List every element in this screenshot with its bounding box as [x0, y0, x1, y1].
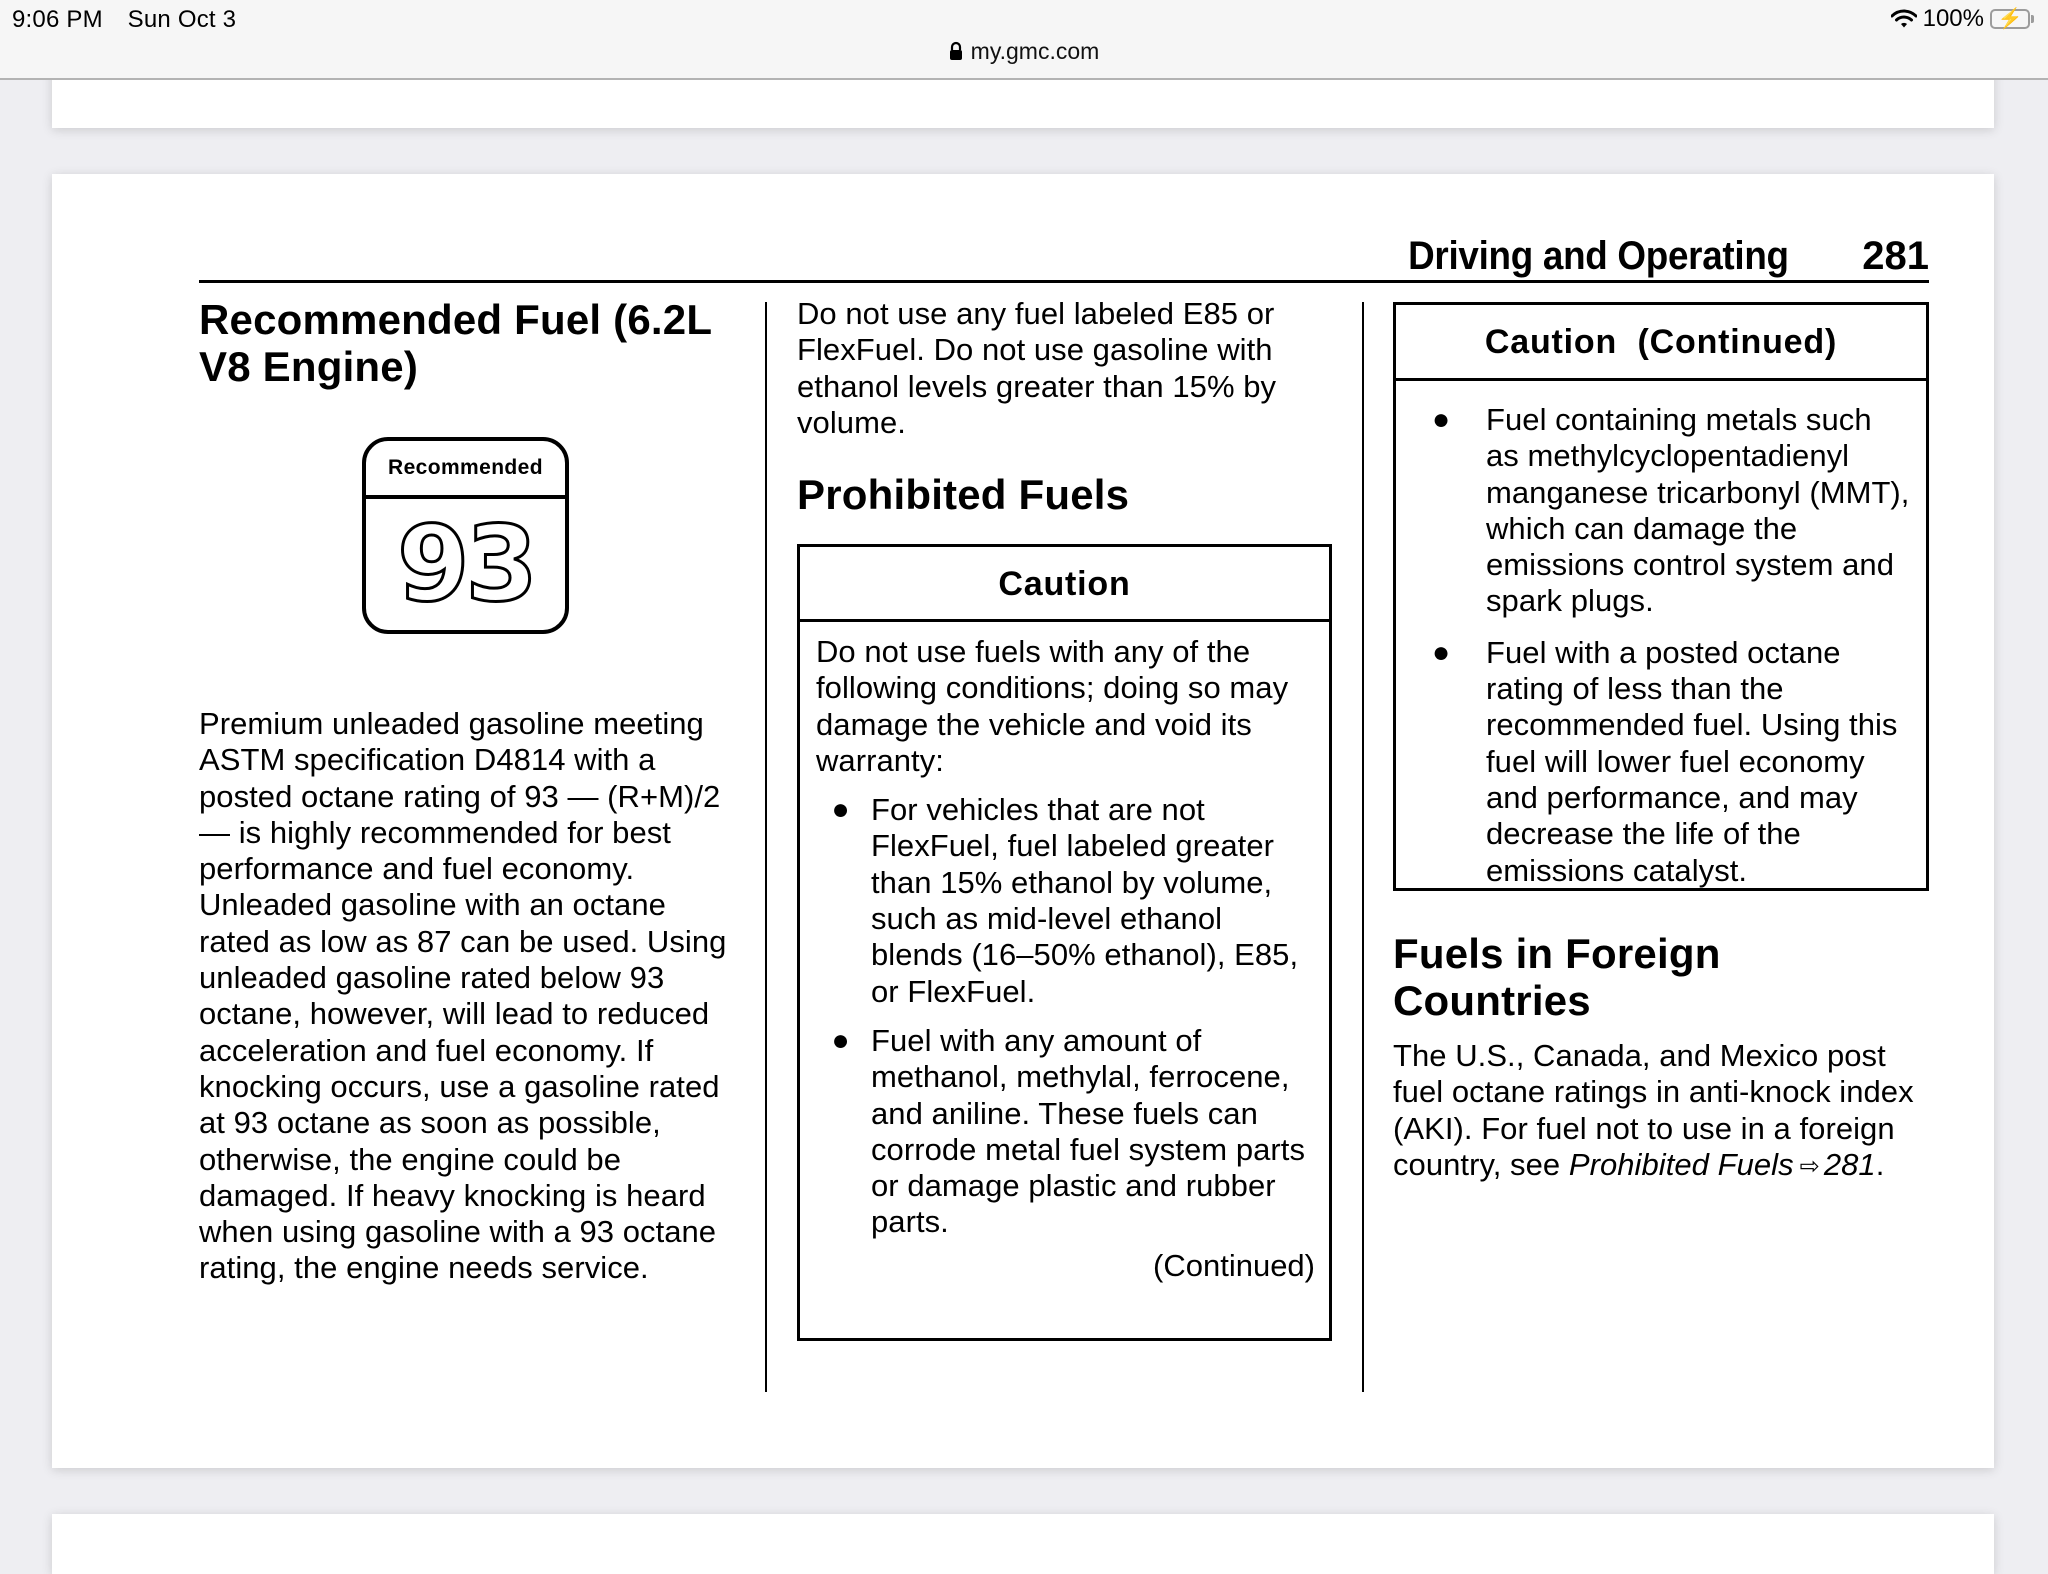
status-clock: [12, 6, 254, 34]
octane-label-icon: [362, 437, 569, 634]
arrow-right-icon: ⇨: [1799, 1152, 1820, 1180]
url-text[interactable]: my.gmc.com: [970, 38, 1100, 64]
foreign-fuels-section: [1393, 930, 1929, 1185]
caution-continued-box: [1393, 302, 1929, 891]
caution-box: [797, 544, 1332, 1341]
column-divider: [1362, 302, 1364, 1392]
trailing-period: .: [1875, 1146, 1885, 1182]
caution-bullet: [1396, 635, 1912, 889]
caution-continued-title: Caution (Continued): [1396, 305, 1926, 381]
bullet-icon: ●: [1431, 403, 1451, 436]
battery-percent: 100%: [1922, 5, 1984, 32]
status-date: Sun Oct 3: [127, 6, 237, 33]
prohibited-fuels-heading: Prohibited Fuels: [797, 471, 1130, 519]
recommended-fuel-heading: Recommended Fuel (6.2L V8 Engine): [199, 296, 712, 390]
recommended-fuel-paragraph: Premium unleaded gasoline meeting ASTM specification D4814 with a posted octane rating of 93 — (R+M)/2 — is highly recommended for best performance and fuel economy. Unleaded gasoline with an octane rated as low as 87 can be used. Using unleaded gasoline rated below 93 octane, however, will lead to reduced acceleration and fuel economy. If knocking occurs, use a gasoline rated at 93 octane as soon as possible, otherwise, the engine could be damaged. If heavy knocking is heard when using gasoline with a 93 octane rating, the engine needs service.: [199, 706, 727, 1286]
charging-bolt-icon: ⚡: [1997, 8, 2023, 30]
caution-title: Caution: [800, 547, 1329, 622]
lock-icon: [949, 40, 963, 67]
status-indicators: [1891, 5, 2034, 33]
next-page: [52, 1514, 1994, 1574]
prohibited-fuels-link-text[interactable]: Prohibited Fuels: [1568, 1146, 1794, 1182]
caution-bullet-text: For vehicles that are not FlexFuel, fuel labeled greater than 15% ethanol by volume, such as mid-level ethanol blends (16–50% ethanol), E85, or FlexFuel.: [871, 792, 1299, 1009]
foreign-fuels-text: The U.S., Canada, and Mexico post fuel octane ratings in anti-knock index (AKI). For fuel not to use in a foreign country, see: [1393, 1038, 1914, 1182]
page-number: 281: [1862, 234, 1929, 278]
column-divider: [765, 302, 767, 1392]
caution-bullet: [1396, 402, 1912, 620]
foreign-fuels-heading: Fuels in Foreign Countries: [1393, 930, 1721, 1024]
running-head: [199, 232, 1929, 283]
address-bar[interactable]: [0, 38, 2048, 67]
e85-warning-paragraph: Do not use any fuel labeled E85 or FlexFuel. Do not use gasoline with ethanol levels greater than 15% by volume.: [797, 296, 1277, 440]
foreign-fuels-paragraph: [1393, 1038, 1929, 1185]
octane-label-number: 93: [397, 503, 534, 625]
battery-charging-icon: [1990, 9, 2034, 29]
caution-bullet-text: Fuel containing metals such as methylcyclopentadienyl manganese tricarbonyl (MMT), which can damage the emissions control system and spark plugs.: [1486, 402, 1910, 619]
link-page-number[interactable]: 281: [1823, 1146, 1876, 1182]
wifi-icon: [1891, 9, 1917, 29]
status-time: 9:06 PM: [12, 6, 103, 33]
caution-lead-text: Do not use fuels with any of the following conditions; doing so may damage the vehicle and void its warranty:: [816, 634, 1289, 778]
caution-bullet: [816, 1023, 1315, 1241]
section-title: Driving and Operating: [1408, 234, 1789, 278]
bullet-icon: ●: [1431, 635, 1451, 669]
continued-note: (Continued): [1153, 1247, 1315, 1283]
caution-bullet-text: Fuel with a posted octane rating of less than the recommended fuel. Using this fuel will lower fuel economy and performance, and may decrease the life of the emissions catalyst.: [1486, 634, 1898, 888]
column-prohibited-fuels: [797, 296, 1337, 518]
bullet-icon: ●: [831, 1023, 850, 1057]
caution-bullet: [816, 792, 1315, 1010]
browser-chrome: [0, 0, 2048, 80]
bullet-icon: ●: [831, 793, 850, 827]
caution-bullet-text: Fuel with any amount of methanol, methylal, ferrocene, and aniline. These fuels can corrode metal fuel system parts or damage plastic and rubber parts.: [871, 1022, 1305, 1240]
octane-label-caption: Recommended: [366, 441, 565, 499]
prohibited-fuels-link[interactable]: [1569, 1147, 1876, 1182]
